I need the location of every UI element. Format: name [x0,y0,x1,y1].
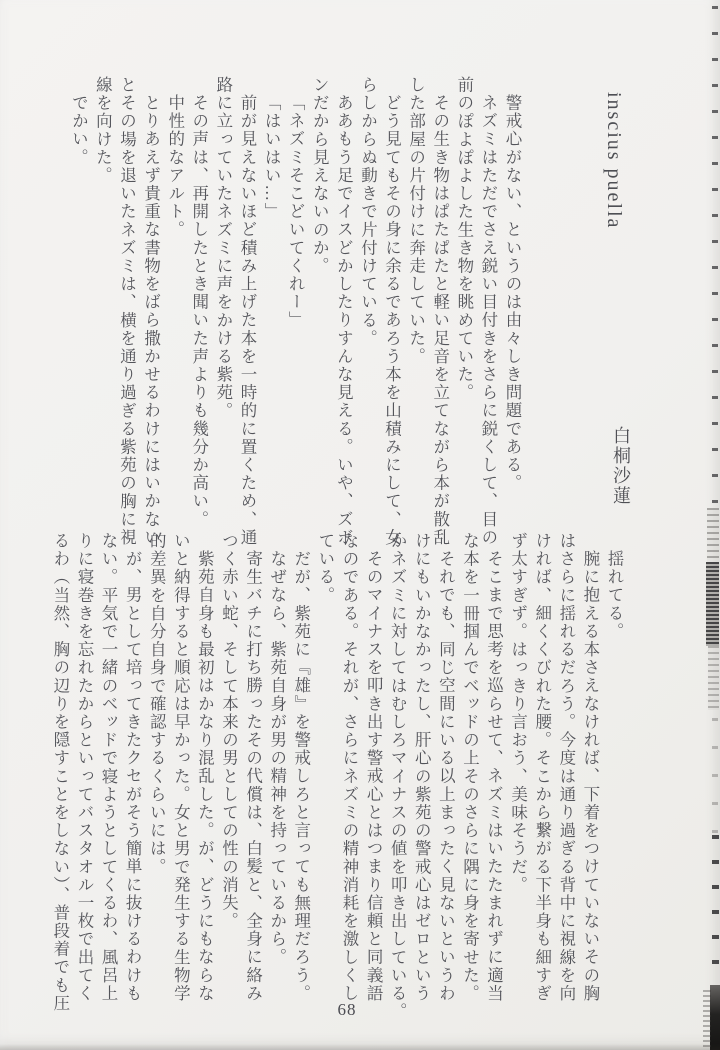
scan-edge-dark-bar-fuzz [703,990,711,1050]
text-column: した部屋の片付けに奔走していた。 [406,76,426,366]
scan-edge-fuzz-mid [708,646,719,710]
text-column: 線を向けた。 [93,76,113,185]
scan-bottom-shadow [0,1044,720,1050]
author-name: 白桐沙蓮 [611,426,631,506]
page-number: 68 [337,1000,357,1019]
text-column: ない。平気で一緒のベッドで寝ようとしてくるわ、風呂上 [99,532,119,1003]
text-column: とその場を退いたネズミは、横を通り過ぎる紫苑の胸に視 [117,76,137,547]
text-column: だが、紫苑に『雄』を警戒しろと言っても無理だろう。 [291,550,311,1003]
text-column: いと納得すると順応は早かった。女と男で発生する生物学 [171,532,191,1003]
text-column: 「はいはい…」 [262,94,282,221]
page-title: inscius puella [603,92,625,230]
text-column: どう見てもその身に余るであろう本を山積みにして、女 [382,94,402,547]
text-column: けにもいかなかったし、肝心の紫苑の警戒心はゼロという [412,532,432,1003]
text-column: 中性的なアルト。 [165,94,185,239]
text-column: らしからぬ動きで片付けている。 [358,76,378,348]
text-column: そこまで思考を巡らせて、ネズミはいたたまれずに適当 [484,550,504,1003]
text-column: ネズミはただでさえ鋭い目付きをさらに鋭くして、目の [478,94,498,547]
text-column: 前が見えないほど積み上げた本を一時的に置くため、通 [237,94,257,547]
text-column: はさらに揺れるだろう。今度は通り過ぎる背中に視線を向 [556,532,576,1003]
scan-edge-ticks-bottom [712,835,719,985]
scan-edge-dark-bar [710,985,720,1050]
text-column: なのである。それが、さらにネズミの精神消耗を激しくし [339,532,359,1003]
text-column: 腕に抱える本さえなければ、下着をつけていないその胸 [580,550,600,1003]
text-column: とりあえず貴重な書物をばら撒かせるわけにはいかない [141,94,161,547]
text-column: 寄生バチに打ち勝ったその代償は、白髪と、全身に絡み [243,550,263,1003]
text-column: 紫苑自身も最初はかなり混乱した。が、どうにもならな [195,550,215,1003]
text-column: ああもう足でイスどかしたりすんな見える。いや、ズボ [334,94,354,547]
text-column: かネズミに対してはむしろマイナスの値を叩き出している。 [388,532,408,1021]
text-column: でかい。 [69,94,89,167]
text-column: りに寝巻きを忘れたからといってバスタオル一枚で出てく [74,532,94,1003]
scan-edge-ticks-faint [712,718,718,833]
upper-text-block [64,76,524,550]
text-column: ず太すぎず。はっきり言おう、美味そうだ。 [508,532,528,894]
text-column: つく赤い蛇、そして本来の男としての性の消失。 [219,532,239,931]
text-column: な本を一冊掴んでベッドの上そのさらに隅に身を寄せた。 [460,532,480,1003]
scan-edge-fuzz-light [707,508,719,562]
text-column: 警戒心がない、というのは由々しき問題である。 [503,94,522,493]
text-column: るわ（当然、胸の辺りを隠すことをしない）、普段着でも圧 [50,532,70,1013]
text-column: ている。 [315,532,335,605]
scan-edge-fuzz-dark [706,562,719,646]
text-column: その声は、再開したとき聞いた声よりも幾分か高い。 [189,94,209,529]
text-column: その生き物はぱたぱたと軽い足音を立てながら本が散乱 [430,94,450,547]
text-column: そのマイナスを叩き出す警戒心とはつまり信頼と同義語 [364,550,384,1003]
text-column: 的差異を自分自身で確認するくらいには。 [147,532,167,876]
text-column: ンだから見えないのか。 [310,76,330,276]
text-column: 揺れてる。 [605,550,624,641]
text-column: 路に立っていたネズミに声をかける紫苑。 [213,76,233,420]
text-column: なぜなら、紫苑自身が男の精神を持っているから。 [267,550,287,967]
text-column: が、男として培ってきたクセがそう簡単に抜けるわけも [123,550,143,1003]
text-column: ければ、細くくびれた腰。そこから繋がる下半身も細すぎ [532,532,552,1003]
lower-text-block [46,532,626,1026]
text-column: 前のぽよぽよした生き物を眺めていた。 [454,76,474,402]
text-column: 「ネズミそこどいてくれー」 [286,94,306,330]
scan-edge-ticks-top [712,6,718,506]
text-column: それでも、同じ空間にいる以上まったく見ないというわ [436,550,456,1003]
